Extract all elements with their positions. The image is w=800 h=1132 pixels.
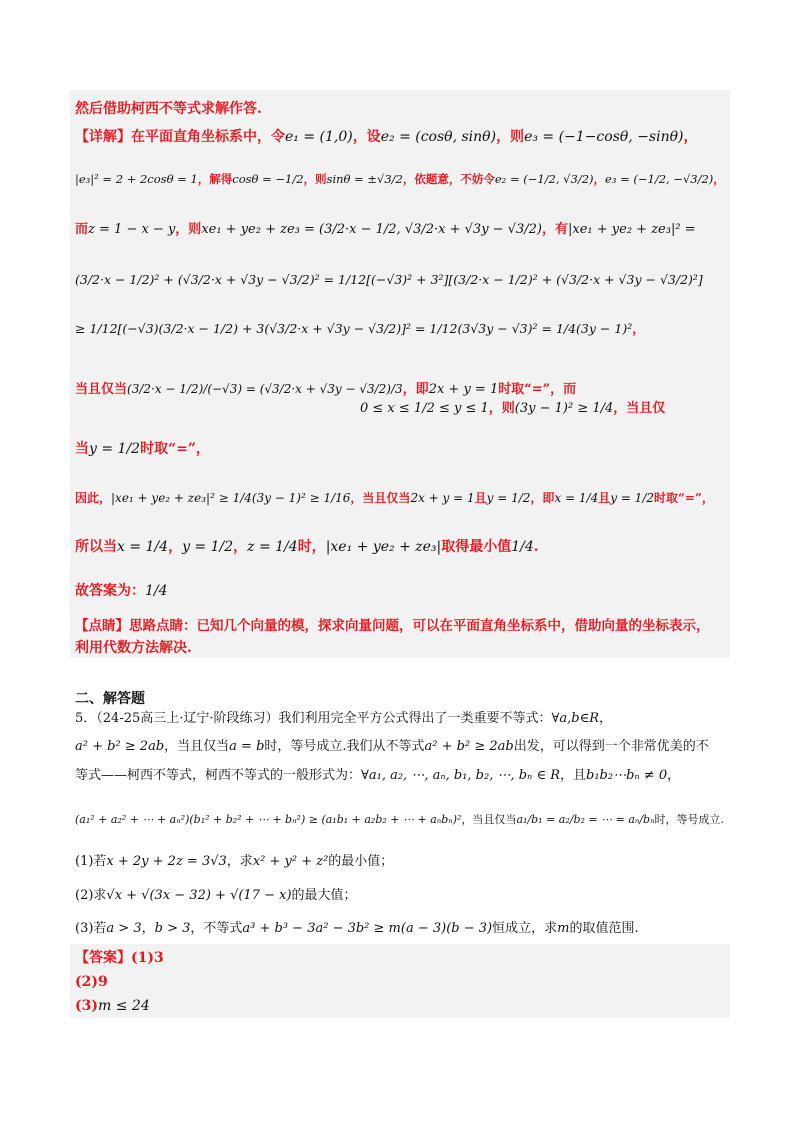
solution-text: ，即 [402, 382, 429, 397]
formula: z = 1 − x − y [88, 222, 176, 237]
formula: |xe₁ + ye₂ + ze₃| [325, 539, 442, 555]
problem-text: (3)若 [75, 921, 107, 936]
problem-text: ，不等式 [190, 921, 243, 936]
answer-1: (1)3 [131, 950, 164, 966]
solution-text: ，则 [488, 401, 515, 416]
answer-line-3 [75, 996, 730, 1016]
formula: e₃ = (−1−cosθ, −sinθ) [524, 129, 684, 145]
question-2 [75, 886, 730, 906]
solution-text: 所以当 [75, 539, 117, 555]
formula: (3/2·x − 1/2)/(−√3) = (√3/2·x + √3y − √3/2)/3 [127, 382, 403, 396]
solution-text: ，则 [175, 222, 202, 237]
problem-text: (2)求 [75, 888, 107, 903]
solution-text: ， [168, 539, 183, 555]
solution-text: ，依题意，不妨令 [402, 172, 495, 186]
solution-text: 时取“=”，而 [498, 382, 577, 397]
problem-line-4 [75, 810, 730, 830]
problem-text: ， [141, 921, 155, 936]
tip-tag: 【点睛】 [75, 618, 129, 634]
answer-label: 故答案为： [75, 583, 145, 599]
formula: cosθ = −1/2 [232, 172, 304, 186]
formula: √x + √(3x − 32) + √(17 − x) [106, 888, 292, 903]
solution-text: 因此， [75, 491, 112, 505]
solution-line-7b [360, 399, 730, 419]
detail-tag: 【详解】 [75, 129, 131, 145]
problem-text: ，当且仅当 [461, 813, 517, 826]
formula: a = b [229, 739, 265, 754]
formula: a > 3 [106, 921, 142, 936]
solution-line-11 [75, 581, 730, 601]
solution-text: 取得最小值 [441, 539, 512, 555]
question-3 [75, 919, 730, 939]
formula: (3/2·x − 1/2)² + (√3/2·x + √3y − √3/2)² = 1/12[(−√3)² + 3²][(3/2·x − 1/2)² + (√3/2·x + √3y − √3/2)²] [75, 272, 703, 287]
formula: y = 1/2 [182, 539, 234, 555]
solution-text: 利用代数方法解决. [75, 640, 192, 656]
solution-text: 然后借助柯西不等式求解作答. [75, 101, 262, 117]
formula: (3y − 1)² ≥ 1/4 [514, 401, 614, 416]
formula: a² + b² ≥ 2ab [424, 739, 514, 754]
formula: b > 3 [154, 921, 191, 936]
problem-text: 等式——柯西不等式，柯西不等式的一般形式为： [75, 768, 362, 783]
solution-line-6 [75, 319, 730, 339]
formula: a₁/b₁ = a₂/b₂ = ⋯ = aₙ/bₙ [516, 813, 655, 826]
problem-text: ，当且仅当 [164, 739, 230, 754]
solution-line-7 [75, 379, 730, 400]
solution-line-9 [75, 488, 730, 508]
solution-line-8 [75, 439, 730, 459]
solution-text: 而 [75, 222, 89, 237]
solution-text: 当 [75, 441, 89, 457]
formula: xe₁ + ye₂ + ze₃ = (3/2·x − 1/2, √3/2·x + √3y − √3/2) [201, 222, 542, 237]
formula: b₁b₂⋯bₙ ≠ 0 [586, 768, 668, 783]
problem-text: ， [667, 768, 681, 783]
formula: x + 2y + 2z = 3√3 [106, 854, 227, 869]
formula: 1/4 [145, 583, 168, 599]
formula: ≥ 1/12[(−√3)(3/2·x − 1/2) + 3(√3/2·x + √3y − √3/2)]² = 1/12(3√3y − √3)² = 1/4(3y − 1)² [75, 321, 633, 336]
problem-text: (1)若 [75, 854, 107, 869]
problem-line-3 [75, 766, 730, 786]
formula: a³ + b³ − 3a² − 3b² ≥ m(a − 3)(b − 3) [242, 921, 493, 936]
question-1 [75, 852, 730, 872]
solution-text: ，则 [496, 129, 525, 145]
solution-text: ，有 [542, 222, 569, 237]
answer-line-2 [75, 972, 730, 992]
answer-3: m ≤ 24 [98, 998, 150, 1014]
formula: (a₁² + a₂² + ⋯ + aₙ²)(b₁² + b₂² + ⋯ + bₙ²) ≥ (a₁b₁ + a₂b₂ + ⋯ + aₙbₙ)² [75, 813, 462, 826]
solution-text: ， [233, 539, 248, 555]
solution-text: ， [593, 172, 606, 186]
problem-text: ，且 [560, 768, 587, 783]
formula: ∀a,b∈R [551, 711, 599, 726]
formula: 0 ≤ x ≤ 1/2 ≤ y ≤ 1 [360, 401, 489, 416]
formula: x = 1/4 [554, 491, 599, 505]
problem-text: 恒成立，求 [492, 921, 558, 936]
problem-text: 出发，可以得到一个非常优美的不 [513, 739, 709, 754]
formula: z = 1/4 [247, 539, 298, 555]
solution-text: ，即 [530, 491, 555, 505]
formula: e₂ = (cosθ, sinθ) [380, 129, 497, 145]
solution-line-10 [75, 537, 730, 557]
formula: x = 1/4 [117, 539, 169, 555]
formula: x² + y² + z² [252, 854, 329, 869]
formula: e₂ = (−1/2, √3/2) [494, 172, 594, 186]
problem-text: 的取值范围. [569, 921, 639, 936]
problem-text: 时，等号成立. [654, 813, 725, 826]
solution-line-3 [75, 169, 730, 189]
solution-text: ，设 [352, 129, 381, 145]
solution-line-12 [75, 616, 730, 636]
section-heading [75, 689, 730, 709]
solution-text: ，解得 [197, 172, 233, 186]
formula: ∀a₁, a₂, ⋯, aₙ, b₁, b₂, ⋯, bₙ ∈ R [361, 768, 560, 783]
solution-text: 时取“=”， [654, 491, 714, 505]
solution-line-4 [75, 220, 730, 240]
answer-3-label: (3) [75, 998, 98, 1014]
formula: a² + b² ≥ 2ab [75, 739, 165, 754]
problem-line-2 [75, 737, 730, 757]
solution-line-2 [75, 127, 730, 147]
solution-text: ， [632, 321, 645, 336]
formula: 2x + y = 1 [428, 382, 499, 397]
formula: m [557, 921, 570, 936]
problem-text: 的最大值； [291, 888, 357, 903]
section-heading-text: 二、解答题 [75, 691, 145, 707]
solution-text: . [533, 539, 539, 555]
problem-text: ， [598, 711, 612, 726]
formula: e₁ = (1,0) [285, 129, 353, 145]
answer-line-1 [75, 948, 730, 968]
problem-text: 的最小值； [328, 854, 394, 869]
solution-text: ， [683, 129, 698, 145]
problem-line-1 [75, 709, 730, 729]
formula: e₃ = (−1/2, −√3/2) [605, 172, 714, 186]
solution-text: ，当且仅 [613, 401, 666, 416]
solution-text: 思路点睛：已知几个向量的模，探求向量问题，可以在平面直角坐标系中，借助向量的坐标表示， [129, 618, 710, 634]
solution-text: 时取“=”， [140, 441, 210, 457]
problem-text: ，求 [226, 854, 253, 869]
solution-text: 且 [598, 491, 611, 505]
problem-text: 5．（24-25高三上·辽宁·阶段练习）我们利用完全平方公式得出了一类重要不等式： [75, 711, 552, 726]
formula: sinθ = ±√3/2 [326, 172, 403, 186]
solution-line-1 [75, 99, 730, 119]
formula: 1/4 [511, 539, 534, 555]
formula: |xe₁ + ye₂ + ze₃|² ≥ 1/4(3y − 1)² ≥ 1/16 [111, 491, 351, 505]
solution-text: ，当且仅当 [350, 491, 411, 505]
solution-text: 时， [297, 539, 326, 555]
solution-text: 当且仅当 [75, 382, 128, 397]
solution-text: ， [713, 172, 725, 186]
solution-line-5 [75, 270, 730, 290]
solution-text: 且 [474, 491, 487, 505]
formula: y = 1/2 [89, 441, 141, 457]
solution-line-13 [75, 638, 730, 658]
formula: y = 1/2 [610, 491, 654, 505]
answer-tag: 【答案】 [75, 950, 131, 966]
formula: y = 1/2 [486, 491, 531, 505]
formula: |xe₁ + ye₂ + ze₃|² = [568, 222, 696, 237]
formula: |e₃|² = 2 + 2cosθ = 1 [75, 172, 198, 186]
formula: 2x + y = 1 [410, 491, 475, 505]
solution-text: ，则 [303, 172, 327, 186]
answer-2: (2)9 [75, 974, 108, 990]
solution-text: 在平面直角坐标系中，令 [131, 129, 285, 145]
problem-text: 时，等号成立.我们从不等式 [264, 739, 425, 754]
